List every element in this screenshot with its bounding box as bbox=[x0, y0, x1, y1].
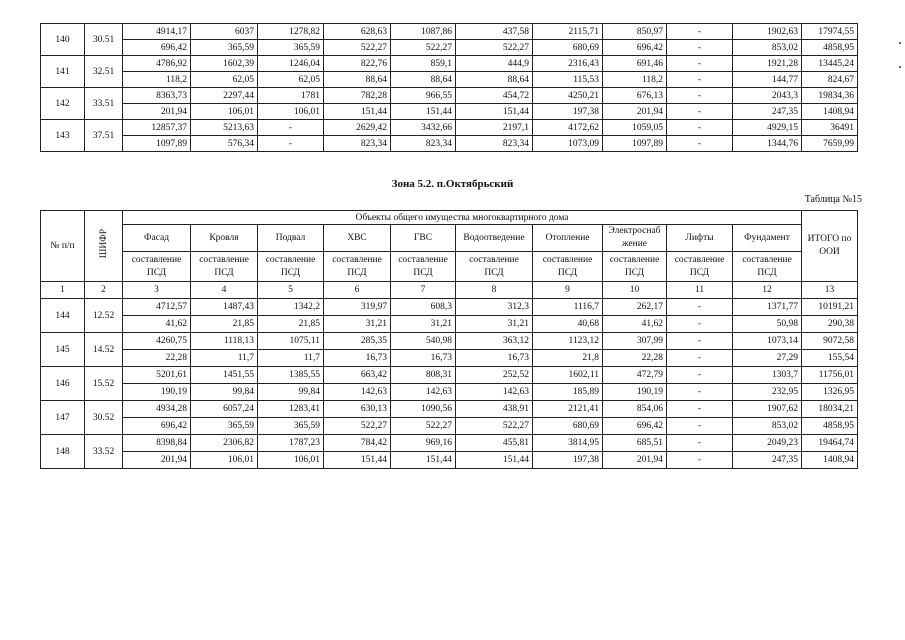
table-cell: 10191,21 bbox=[802, 299, 858, 316]
zone-table bbox=[40, 210, 858, 469]
table-cell: 50,98 bbox=[733, 316, 802, 333]
header-subcolumn: составление ПСД bbox=[456, 252, 533, 282]
row-code: 12.52 bbox=[85, 299, 123, 333]
table-cell: 696,42 bbox=[603, 418, 667, 435]
table-cell: 784,42 bbox=[324, 435, 391, 452]
table-cell: - bbox=[667, 88, 733, 104]
column-number: 10 bbox=[603, 282, 667, 299]
row-number: 146 bbox=[41, 367, 85, 401]
row-code: 14.52 bbox=[85, 333, 123, 367]
table-cell: 1408,94 bbox=[802, 452, 858, 469]
header-column: Водоотведение bbox=[456, 225, 533, 252]
table-cell: 9072,58 bbox=[802, 333, 858, 350]
table-cell: - bbox=[667, 72, 733, 88]
table-cell: 1602,11 bbox=[533, 367, 603, 384]
table-cell: 201,94 bbox=[603, 104, 667, 120]
column-number: 11 bbox=[667, 282, 733, 299]
table-cell: 106,01 bbox=[258, 104, 324, 120]
table-cell: 1781 bbox=[258, 88, 324, 104]
table-row bbox=[41, 88, 858, 104]
table-cell: 142,63 bbox=[324, 384, 391, 401]
table-cell: 2043,3 bbox=[733, 88, 802, 104]
table-cell: 676,13 bbox=[603, 88, 667, 104]
table-cell: 22,28 bbox=[603, 350, 667, 367]
table-cell: 966,55 bbox=[391, 88, 456, 104]
table-cell: 11,7 bbox=[191, 350, 258, 367]
table-cell: 2306,82 bbox=[191, 435, 258, 452]
row-code: 30.52 bbox=[85, 401, 123, 435]
table-cell: 365,59 bbox=[258, 40, 324, 56]
table-cell: 40,68 bbox=[533, 316, 603, 333]
header-subcolumn: составление ПСД bbox=[258, 252, 324, 282]
header-code bbox=[85, 211, 123, 282]
table-cell: 262,17 bbox=[603, 299, 667, 316]
table-cell: 540,98 bbox=[391, 333, 456, 350]
row-code: 32.51 bbox=[85, 56, 123, 88]
table-cell: 2121,41 bbox=[533, 401, 603, 418]
table-cell: 4858,95 bbox=[802, 418, 858, 435]
row-code: 30.51 bbox=[85, 24, 123, 56]
table-cell: 4934,28 bbox=[123, 401, 191, 418]
table-cell: 438,91 bbox=[456, 401, 533, 418]
table-cell: 1342,2 bbox=[258, 299, 324, 316]
table-cell: 21,85 bbox=[191, 316, 258, 333]
table-cell: 16,73 bbox=[391, 350, 456, 367]
header-column: ХВС bbox=[324, 225, 391, 252]
table-cell: 853,02 bbox=[733, 418, 802, 435]
table-cell: 151,44 bbox=[391, 452, 456, 469]
table-cell: 7659,99 bbox=[802, 136, 858, 152]
header-column: Подвал bbox=[258, 225, 324, 252]
table-cell: 16,73 bbox=[324, 350, 391, 367]
row-code: 37.51 bbox=[85, 120, 123, 152]
table-cell: 1097,89 bbox=[603, 136, 667, 152]
table-cell: - bbox=[667, 56, 733, 72]
row-number: 147 bbox=[41, 401, 85, 435]
table-cell: 522,27 bbox=[324, 418, 391, 435]
row-number: 140 bbox=[41, 24, 85, 56]
table-cell: 41,62 bbox=[123, 316, 191, 333]
scan-mark bbox=[899, 66, 901, 68]
table-cell: 88,64 bbox=[391, 72, 456, 88]
table-cell: 437,58 bbox=[456, 24, 533, 40]
table-cell: 853,02 bbox=[733, 40, 802, 56]
table-cell: 2316,43 bbox=[533, 56, 603, 72]
table-cell: 1902,63 bbox=[733, 24, 802, 40]
table-cell: 197,38 bbox=[533, 104, 603, 120]
table-cell: 106,01 bbox=[191, 104, 258, 120]
table-cell: - bbox=[667, 452, 733, 469]
table-cell: 6057,24 bbox=[191, 401, 258, 418]
table-cell: - bbox=[667, 299, 733, 316]
table-cell: 628,63 bbox=[324, 24, 391, 40]
table-cell: 691,46 bbox=[603, 56, 667, 72]
table-cell: 197,38 bbox=[533, 452, 603, 469]
table-cell: 5213,63 bbox=[191, 120, 258, 136]
header-group-title: Объекты общего имущества многоквартирного дома bbox=[123, 211, 802, 225]
table-cell: 696,42 bbox=[123, 40, 191, 56]
table-cell: - bbox=[667, 120, 733, 136]
table-cell: 1344,76 bbox=[733, 136, 802, 152]
row-number: 145 bbox=[41, 333, 85, 367]
header-column: Кровля bbox=[191, 225, 258, 252]
table-cell: 4250,21 bbox=[533, 88, 603, 104]
table-cell: 201,94 bbox=[123, 104, 191, 120]
table-cell: - bbox=[667, 40, 733, 56]
column-number: 3 bbox=[123, 282, 191, 299]
table-cell: 151,44 bbox=[456, 452, 533, 469]
table-cell: 1118,13 bbox=[191, 333, 258, 350]
row-number: 148 bbox=[41, 435, 85, 469]
table-cell: 36491 bbox=[802, 120, 858, 136]
row-code: 33.51 bbox=[85, 88, 123, 120]
table-row bbox=[41, 384, 858, 401]
table-row bbox=[41, 333, 858, 350]
table-row bbox=[41, 350, 858, 367]
table-cell: 144,77 bbox=[733, 72, 802, 88]
table-cell: 1283,41 bbox=[258, 401, 324, 418]
row-number: 142 bbox=[41, 88, 85, 120]
table-cell: 854,06 bbox=[603, 401, 667, 418]
table-cell: - bbox=[258, 120, 324, 136]
table-cell: 19464,74 bbox=[802, 435, 858, 452]
table-cell: 696,42 bbox=[123, 418, 191, 435]
table-cell: 4786,92 bbox=[123, 56, 191, 72]
table-cell: 2629,42 bbox=[324, 120, 391, 136]
table-cell: 115,53 bbox=[533, 72, 603, 88]
table-cell: 522,27 bbox=[324, 40, 391, 56]
scan-mark bbox=[899, 42, 901, 44]
table-cell: - bbox=[667, 316, 733, 333]
table-cell: 99,84 bbox=[258, 384, 324, 401]
table-cell: 2115,71 bbox=[533, 24, 603, 40]
table-cell: 252,52 bbox=[456, 367, 533, 384]
table-cell: 185,89 bbox=[533, 384, 603, 401]
table-cell: 201,94 bbox=[603, 452, 667, 469]
table-row bbox=[41, 136, 858, 152]
table-cell: 1073,09 bbox=[533, 136, 603, 152]
column-number: 13 bbox=[802, 282, 858, 299]
header-subcolumn: составление ПСД bbox=[733, 252, 802, 282]
table-cell: 969,16 bbox=[391, 435, 456, 452]
row-code: 15.52 bbox=[85, 367, 123, 401]
table-cell: 155,54 bbox=[802, 350, 858, 367]
table-cell: 151,44 bbox=[456, 104, 533, 120]
column-number: 9 bbox=[533, 282, 603, 299]
table-cell: 696,42 bbox=[603, 40, 667, 56]
table-cell: 522,27 bbox=[391, 40, 456, 56]
table-cell: 118,2 bbox=[123, 72, 191, 88]
table-cell: 151,44 bbox=[324, 452, 391, 469]
header-column: Электроснаб жение bbox=[603, 225, 667, 252]
table-cell: 62,05 bbox=[258, 72, 324, 88]
table-cell: 1278,82 bbox=[258, 24, 324, 40]
table-cell: 118,2 bbox=[603, 72, 667, 88]
table-cell: 1246,04 bbox=[258, 56, 324, 72]
table-cell: 201,94 bbox=[123, 452, 191, 469]
header-column: Лифты bbox=[667, 225, 733, 252]
header-columns-row bbox=[41, 225, 858, 252]
table-number: Таблица №15 bbox=[804, 194, 862, 205]
table-cell: 27,29 bbox=[733, 350, 802, 367]
table-cell: 1385,55 bbox=[258, 367, 324, 384]
table-cell: 190,19 bbox=[603, 384, 667, 401]
table-cell: - bbox=[667, 136, 733, 152]
table-cell: 608,3 bbox=[391, 299, 456, 316]
column-number: 1 bbox=[41, 282, 85, 299]
table-cell: - bbox=[667, 401, 733, 418]
zone-title: Зона 5.2. п.Октябрьский bbox=[391, 178, 514, 190]
table-cell: - bbox=[667, 350, 733, 367]
table-cell: 151,44 bbox=[391, 104, 456, 120]
table-cell: 1303,7 bbox=[733, 367, 802, 384]
table-cell: 41,62 bbox=[603, 316, 667, 333]
table-cell: 2049,23 bbox=[733, 435, 802, 452]
table-cell: 455,81 bbox=[456, 435, 533, 452]
table-cell: 285,35 bbox=[324, 333, 391, 350]
header-no: № п/п bbox=[41, 211, 85, 282]
table-cell: 106,01 bbox=[191, 452, 258, 469]
table-cell: 782,28 bbox=[324, 88, 391, 104]
table-cell: 850,97 bbox=[603, 24, 667, 40]
table-row bbox=[41, 316, 858, 333]
header-subcolumn: составление ПСД bbox=[324, 252, 391, 282]
table-cell: - bbox=[667, 333, 733, 350]
header-column: Фундамент bbox=[733, 225, 802, 252]
header-column: ГВС bbox=[391, 225, 456, 252]
header-subcolumn: составление ПСД bbox=[533, 252, 603, 282]
table-cell: 1075,11 bbox=[258, 333, 324, 350]
table-cell: 22,28 bbox=[123, 350, 191, 367]
table-row bbox=[41, 40, 858, 56]
column-number: 6 bbox=[324, 282, 391, 299]
table-cell: 3814,95 bbox=[533, 435, 603, 452]
table-cell: 472,79 bbox=[603, 367, 667, 384]
table-cell: 12857,37 bbox=[123, 120, 191, 136]
table-cell: 106,01 bbox=[258, 452, 324, 469]
table-cell: 822,76 bbox=[324, 56, 391, 72]
table-cell: 522,27 bbox=[456, 40, 533, 56]
table-cell: 1907,62 bbox=[733, 401, 802, 418]
table-cell: 365,59 bbox=[258, 418, 324, 435]
table-cell: 11756,01 bbox=[802, 367, 858, 384]
table-cell: - bbox=[667, 384, 733, 401]
table-cell: 522,27 bbox=[456, 418, 533, 435]
table-header bbox=[41, 211, 858, 299]
table-cell: 663,42 bbox=[324, 367, 391, 384]
table-cell: 8398,84 bbox=[123, 435, 191, 452]
zone-table-body bbox=[41, 299, 858, 469]
table-cell: 1059,05 bbox=[603, 120, 667, 136]
table-cell: 11,7 bbox=[258, 350, 324, 367]
table-cell: 21,8 bbox=[533, 350, 603, 367]
table-cell: 823,34 bbox=[391, 136, 456, 152]
table-cell: 247,35 bbox=[733, 104, 802, 120]
table-cell: - bbox=[258, 136, 324, 152]
table-cell: 99,84 bbox=[191, 384, 258, 401]
table-row bbox=[41, 299, 858, 316]
table-cell: 1371,77 bbox=[733, 299, 802, 316]
table-cell: 454,72 bbox=[456, 88, 533, 104]
table-cell: 31,21 bbox=[456, 316, 533, 333]
table-cell: 824,67 bbox=[802, 72, 858, 88]
table-cell: 21,85 bbox=[258, 316, 324, 333]
row-code: 33.52 bbox=[85, 435, 123, 469]
table-cell: 1487,43 bbox=[191, 299, 258, 316]
row-number: 141 bbox=[41, 56, 85, 88]
header-subcolumn: составление ПСД bbox=[391, 252, 456, 282]
table-cell: 62,05 bbox=[191, 72, 258, 88]
table-cell: 5201,61 bbox=[123, 367, 191, 384]
table-cell: 630,13 bbox=[324, 401, 391, 418]
table-cell: 4712,57 bbox=[123, 299, 191, 316]
table-cell: 1123,12 bbox=[533, 333, 603, 350]
table-cell: 365,59 bbox=[191, 40, 258, 56]
table-cell: 859,1 bbox=[391, 56, 456, 72]
table-cell: 142,63 bbox=[391, 384, 456, 401]
table-cell: 363,12 bbox=[456, 333, 533, 350]
column-number: 2 bbox=[85, 282, 123, 299]
table-cell: 1921,28 bbox=[733, 56, 802, 72]
header-subcolumn: составление ПСД bbox=[123, 252, 191, 282]
table-cell: 18034,21 bbox=[802, 401, 858, 418]
header-code-label: ШИФР bbox=[98, 229, 109, 259]
table-cell: - bbox=[667, 418, 733, 435]
table-cell: 31,21 bbox=[324, 316, 391, 333]
table-cell: 6037 bbox=[191, 24, 258, 40]
table-cell: 142,63 bbox=[456, 384, 533, 401]
table-cell: 522,27 bbox=[391, 418, 456, 435]
table-cell: 1602,39 bbox=[191, 56, 258, 72]
table-cell: 31,21 bbox=[391, 316, 456, 333]
table-cell: 16,73 bbox=[456, 350, 533, 367]
table-cell: 823,34 bbox=[324, 136, 391, 152]
table-cell: - bbox=[667, 435, 733, 452]
table-cell: 680,69 bbox=[533, 40, 603, 56]
table-row bbox=[41, 24, 858, 40]
table-cell: 1090,56 bbox=[391, 401, 456, 418]
header-column: Фасад bbox=[123, 225, 191, 252]
table-cell: 4929,15 bbox=[733, 120, 802, 136]
table-row bbox=[41, 72, 858, 88]
header-subcolumn: составление ПСД bbox=[603, 252, 667, 282]
table-cell: 1408,94 bbox=[802, 104, 858, 120]
row-number: 143 bbox=[41, 120, 85, 152]
table-cell: 17974,55 bbox=[802, 24, 858, 40]
table-row bbox=[41, 401, 858, 418]
table-cell: 232,95 bbox=[733, 384, 802, 401]
table-row bbox=[41, 452, 858, 469]
table-cell: 680,69 bbox=[533, 418, 603, 435]
column-number: 5 bbox=[258, 282, 324, 299]
table-cell: 4172,62 bbox=[533, 120, 603, 136]
table-cell: - bbox=[667, 104, 733, 120]
header-numbers-row bbox=[41, 282, 858, 299]
table-row bbox=[41, 120, 858, 136]
table-cell: 444,9 bbox=[456, 56, 533, 72]
continued-table-body bbox=[41, 24, 858, 152]
table-row bbox=[41, 56, 858, 72]
table-cell: 307,99 bbox=[603, 333, 667, 350]
table-cell: 576,34 bbox=[191, 136, 258, 152]
table-row bbox=[41, 104, 858, 120]
table-cell: 1787,23 bbox=[258, 435, 324, 452]
table-cell: 1087,86 bbox=[391, 24, 456, 40]
table-cell: 312,3 bbox=[456, 299, 533, 316]
table-cell: 151,44 bbox=[324, 104, 391, 120]
table-cell: 1451,55 bbox=[191, 367, 258, 384]
table-cell: 88,64 bbox=[456, 72, 533, 88]
column-number: 8 bbox=[456, 282, 533, 299]
table-cell: 823,34 bbox=[456, 136, 533, 152]
table-cell: 3432,66 bbox=[391, 120, 456, 136]
header-subcolumn: составление ПСД bbox=[667, 252, 733, 282]
table-cell: 247,35 bbox=[733, 452, 802, 469]
table-cell: 290,38 bbox=[802, 316, 858, 333]
header-total: ИТОГО по ООИ bbox=[802, 211, 858, 282]
table-cell: 685,51 bbox=[603, 435, 667, 452]
table-cell: 4858,95 bbox=[802, 40, 858, 56]
table-cell: 88,64 bbox=[324, 72, 391, 88]
table-row bbox=[41, 435, 858, 452]
row-number: 144 bbox=[41, 299, 85, 333]
column-number: 12 bbox=[733, 282, 802, 299]
table-cell: 1073,14 bbox=[733, 333, 802, 350]
table-cell: 8363,73 bbox=[123, 88, 191, 104]
table-cell: 808,31 bbox=[391, 367, 456, 384]
table-cell: 19834,36 bbox=[802, 88, 858, 104]
table-cell: 319,97 bbox=[324, 299, 391, 316]
table-cell: 1116,7 bbox=[533, 299, 603, 316]
table-cell: 4914,17 bbox=[123, 24, 191, 40]
header-column: Отопление bbox=[533, 225, 603, 252]
table-cell: 4260,75 bbox=[123, 333, 191, 350]
column-number: 4 bbox=[191, 282, 258, 299]
table-cell: 13445,24 bbox=[802, 56, 858, 72]
table-cell: 2297,44 bbox=[191, 88, 258, 104]
header-subcolumn: составление ПСД bbox=[191, 252, 258, 282]
table-cell: 365,59 bbox=[191, 418, 258, 435]
table-row bbox=[41, 367, 858, 384]
table-cell: 2197,1 bbox=[456, 120, 533, 136]
table-cell: 1097,89 bbox=[123, 136, 191, 152]
table-cell: - bbox=[667, 24, 733, 40]
table-cell: 1326,95 bbox=[802, 384, 858, 401]
header-sub-row bbox=[41, 252, 858, 282]
column-number: 7 bbox=[391, 282, 456, 299]
table-row bbox=[41, 418, 858, 435]
continued-table bbox=[40, 23, 858, 152]
table-cell: 190,19 bbox=[123, 384, 191, 401]
table-cell: - bbox=[667, 367, 733, 384]
